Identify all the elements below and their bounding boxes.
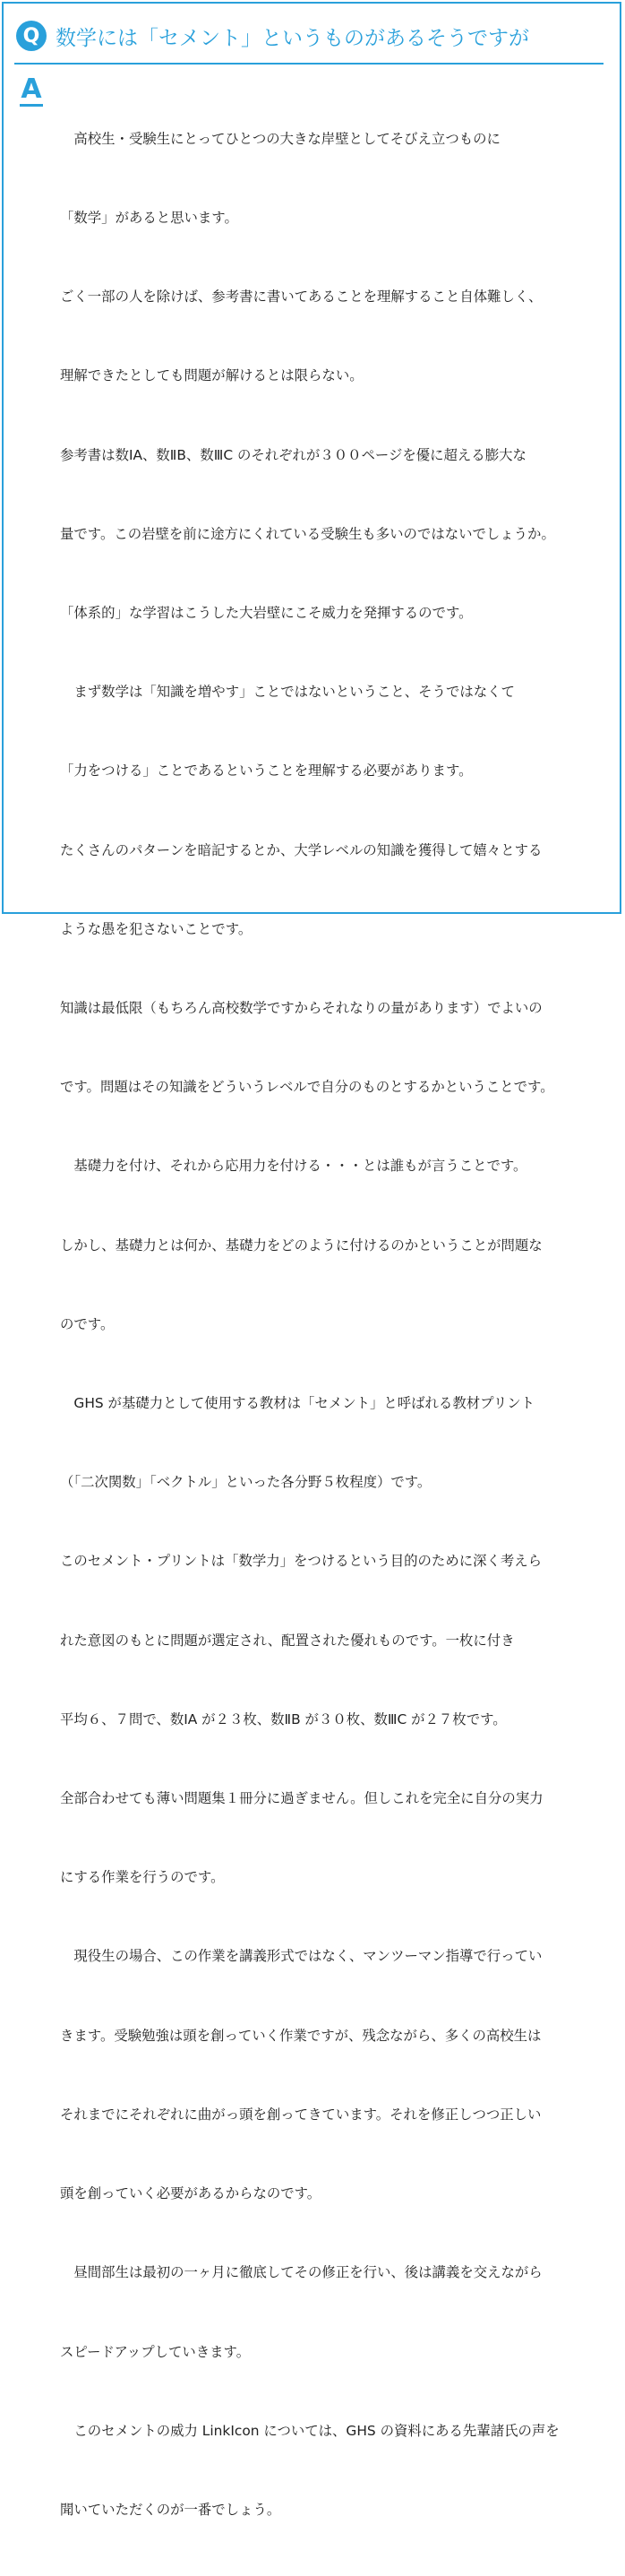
answer-line: 「数学」があると思います。 [60,210,238,227]
answer-line: にする作業を行うのです。 [60,1869,225,1886]
question-title: 数学には「セメント」というものがあるそうですが [56,26,529,50]
answer-line: ごく一部の人を除けば、参考書に書いてあることを理解すること自体難しく、 [60,289,543,306]
answer-badge: A [21,73,42,105]
answer-line: 全部合わせても薄い問題集１冊分に過ぎません。但しこれを完全に自分の実力 [60,1790,544,1807]
answer-line: れた意図のもとに問題が選定され、配置された優れものです。一枚に付き [60,1632,515,1649]
answer-line: 頭を創っていく必要があるからなのです。 [60,2185,321,2202]
answer-line: 「体系的」な学習はこうした大岩壁にこそ威力を発揮するのです。 [60,605,473,622]
answer-line: このセメント・プリントは「数学力」をつけるという目的のために深く考えら [60,1553,543,1570]
question-badge: Q [16,21,47,51]
answer-line: 基礎力を付け、それから応用力を付ける・・・とは誰もが言うことです。 [60,1158,527,1175]
answer-line: ような愚を犯さないことです。 [60,920,253,937]
header-divider [14,63,604,65]
answer-line: （「二次関数」「ベクトル」といった各分野５枚程度）です。 [60,1474,432,1491]
answer-line: 「力をつける」ことであるということを理解する必要があります。 [60,762,473,780]
answer-line: 理解できたとしても問題が解けるとは限らない。 [60,367,364,384]
answer-line: まず数学は「知識を増やす」ことではないということ、そうではなくて [60,684,515,701]
question-header [16,16,529,56]
answer-line: たくさんのパターンを暗記するとか、大学レベルの知識を獲得して嬉々とする [60,841,543,858]
answer-line: 現役生の場合、この作業を講義形式ではなく、マンツーマン指導で行ってい [60,1948,543,1965]
answer-line: きます。受験勉強は頭を創っていく作業ですが、残念ながら、多くの高校生は [60,2027,542,2044]
answer-line: 高校生・受験生にとってひとつの大きな岸壁としてそびえ立つものに [60,130,501,147]
answer-line: しかし、基礎力とは何か、基礎力をどのように付けるのかということが問題な [60,1236,543,1254]
answer-line: それまでにそれぞれに曲がっ頭を創ってきています。それを修正しつつ正しい [60,2106,542,2123]
answer-body [60,73,617,2576]
answer-line: GHS が基礎力として使用する教材は「セメント」と呼ばれる教材プリント [60,1395,535,1412]
answer-line: です。問題はその知識をどういうレベルで自分のものとするかということです。 [60,1079,554,1096]
answer-line: 参考書は数ⅠA、数ⅡB、数ⅢC のそれぞれが３００ページを優に超える膨大な [60,446,527,463]
answer-line: スピードアップしていきます。 [60,2343,251,2360]
answer-line: このセメントの威力 LinkIcon については、GHS の資料にある先輩諸氏の声を [60,2422,560,2439]
answer-line: 聞いていただくのが一番でしょう。 [60,2501,281,2518]
answer-line: 量です。この岩壁を前に途方にくれている受験生も多いのではないでしょうか。 [60,525,555,542]
answer-line: 知識は最低限（もちろん高校数学ですからそれなりの量があります）でよいの [60,1000,543,1017]
answer-line: 昼間部生は最初の一ヶ月に徹底してその修正を行い、後は講義を交えながら [60,2264,543,2281]
qa-frame [2,2,621,2518]
answer-line: 平均６、７問で、数ⅠA が２３枚、数ⅡB が３０枚、数ⅢC が２７枚です。 [60,1710,507,1727]
answer-line: のです。 [60,1315,115,1332]
